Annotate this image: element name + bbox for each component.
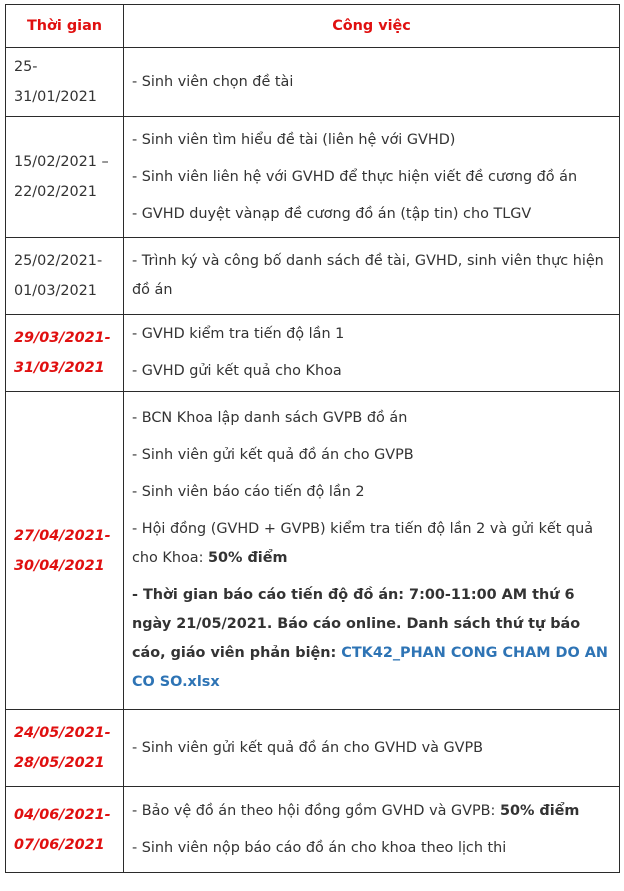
task-item: - BCN Khoa lập danh sách GVPB đồ án — [132, 410, 408, 426]
date-cell: 04/06/2021-07/06/2021 — [6, 787, 124, 873]
table-row — [6, 117, 620, 238]
table-row — [6, 392, 620, 710]
tasks-cell — [124, 787, 620, 873]
task-item: - Sinh viên chọn đề tài — [132, 73, 294, 90]
date-cell: 25-31/01/2021 — [6, 48, 124, 117]
task-item — [132, 515, 611, 573]
table-row — [6, 48, 620, 117]
schedule-table — [5, 4, 620, 873]
presentation-note: - Thời gian báo cáo tiến độ đồ án: 7:00-11:00 AM thứ 6 ngày 21/05/2021. Báo cáo online. Danh sách thứ tự báo cáo, giáo viên phản biện: — [132, 587, 581, 661]
date-cell: 29/03/2021-31/03/2021 — [6, 315, 124, 392]
task-item: - GVHD gửi kết quả cho Khoa — [132, 363, 342, 379]
header-time: Thời gian — [6, 5, 124, 48]
task-item: - Sinh viên gửi kết quả đồ án cho GVPB — [132, 447, 414, 463]
tasks-cell — [124, 117, 620, 238]
table-row — [6, 238, 620, 315]
task-item: - Sinh viên liên hệ với GVHD để thực hiện viết đề cương đồ án — [132, 168, 578, 185]
task-item: - Trình ký và công bố danh sách đề tài, GVHD, sinh viên thực hiện đồ án — [132, 253, 604, 298]
task-item: - Sinh viên gửi kết quả đồ án cho GVHD và GVPB — [132, 739, 484, 756]
date-cell: 27/04/2021-30/04/2021 — [6, 392, 124, 710]
score-text: 50% điểm — [499, 802, 580, 819]
task-item: - GVHD duyệt vànạp đề cương đồ án (tập tin) cho TLGV — [132, 205, 532, 222]
task-item: - GVHD kiểm tra tiến độ lần 1 — [132, 326, 345, 342]
table-row — [6, 315, 620, 392]
tasks-cell — [124, 48, 620, 117]
table-row — [6, 710, 620, 787]
task-text: - Hội đồng (GVHD + GVPB) kiểm tra tiến độ lần 2 và gửi kết quả cho Khoa: — [132, 521, 594, 566]
date-cell: 15/02/2021 – 22/02/2021 — [6, 117, 124, 238]
task-item — [132, 797, 611, 826]
header-work: Công việc — [124, 5, 620, 48]
schedule-file-link[interactable]: CTK42_PHAN CONG CHAM DO AN CO SO.xlsx — [132, 645, 608, 690]
date-cell: 24/05/2021-28/05/2021 — [6, 710, 124, 787]
tasks-cell — [124, 392, 620, 710]
task-item — [132, 581, 611, 697]
tasks-cell — [124, 315, 620, 392]
task-item: - Sinh viên báo cáo tiến độ lần 2 — [132, 484, 365, 500]
task-item: - Sinh viên tìm hiểu đề tài (liên hệ với GVHD) — [132, 131, 456, 148]
table-row — [6, 787, 620, 873]
task-text: - Bảo vệ đồ án theo hội đồng gồm GVHD và GVPB: — [132, 802, 500, 819]
date-cell: 25/02/2021-01/03/2021 — [6, 238, 124, 315]
tasks-cell — [124, 710, 620, 787]
score-text: 50% điểm — [208, 550, 288, 566]
tasks-cell — [124, 238, 620, 315]
task-item: - Sinh viên nộp báo cáo đồ án cho khoa theo lịch thi — [132, 839, 507, 856]
table-header-row — [6, 5, 620, 48]
